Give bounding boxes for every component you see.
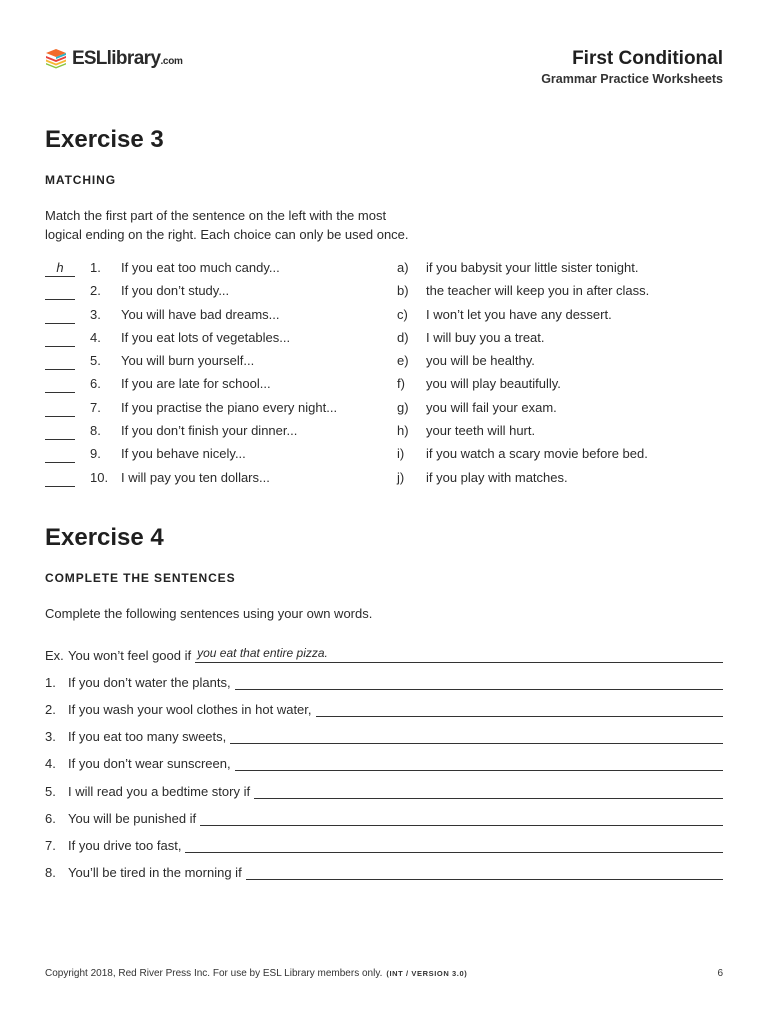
book-stack-icon <box>45 47 67 69</box>
ending-letter: d) <box>397 329 409 345</box>
sentence-item <box>45 801 723 828</box>
copyright-footer <box>45 967 467 981</box>
answer-blank[interactable] <box>45 307 75 324</box>
worksheet-subtitle: Grammar Practice Worksheets <box>541 72 723 86</box>
item-number: 9. <box>90 446 101 462</box>
sentence-prompt: You’ll be tired in the morning if <box>68 864 242 880</box>
item-number: 7. <box>45 837 56 853</box>
sentence-start: If you practise the piano every night... <box>121 399 338 415</box>
item-number: 10. <box>90 469 109 485</box>
exercise4-title: Exercise 4 <box>45 524 164 551</box>
sentence-item <box>45 828 723 855</box>
worksheet-title: First Conditional <box>572 48 723 69</box>
matching-row <box>45 281 685 304</box>
exercise3-subtitle: MATCHING <box>45 173 116 187</box>
item-number: 4. <box>90 329 101 345</box>
answer-line[interactable] <box>246 863 723 880</box>
item-number: 8. <box>45 864 56 880</box>
sentence-item <box>45 855 723 882</box>
item-number: 1. <box>90 260 101 275</box>
sentence-ending: I will buy you a treat. <box>426 329 545 345</box>
matching-row <box>45 468 685 491</box>
item-number: 2. <box>90 283 101 299</box>
sentence-start: You will burn yourself... <box>121 353 255 369</box>
exercise4-subtitle: COMPLETE THE SENTENCES <box>45 571 236 585</box>
exercise3-instructions: Match the first part of the sentence on the left with the most logical ending on the right. Each choice can only be used once. <box>45 208 409 242</box>
sentence-start: If you don’t study... <box>121 283 230 299</box>
ending-letter: h) <box>397 423 409 439</box>
example-sentence <box>45 638 723 665</box>
sentence-start: You will have bad dreams... <box>121 306 280 322</box>
item-number: 4. <box>45 756 56 772</box>
answer-blank[interactable] <box>45 423 75 440</box>
item-number: 6. <box>90 376 101 392</box>
sentence-item <box>45 746 723 773</box>
matching-row <box>45 398 685 421</box>
sentence-prompt: You will be punished if <box>68 810 197 826</box>
sentence-ending: your teeth will hurt. <box>426 423 536 439</box>
sentence-start: If you eat lots of vegetables... <box>121 329 291 345</box>
sentence-item <box>45 773 723 800</box>
sentence-prompt: If you drive too fast, <box>68 837 182 853</box>
sentence-start: I will pay you ten dollars... <box>121 469 270 485</box>
copyright-text: Copyright 2018, Red River Press Inc. For use by ESL Library members only. <box>45 968 383 979</box>
logo-wordmark: ESLlibrary.com <box>72 47 183 69</box>
matching-list <box>45 258 685 491</box>
sentence-item <box>45 719 723 746</box>
sentence-prompt: If you don’t water the plants, <box>68 675 231 691</box>
answer-line[interactable] <box>200 809 723 826</box>
matching-row <box>45 328 685 351</box>
sentence-start: If you don’t finish your dinner... <box>121 423 298 439</box>
item-number: 7. <box>90 399 101 415</box>
ending-letter: c) <box>397 306 408 322</box>
item-number: Ex. <box>45 648 64 664</box>
sentence-ending: if you babysit your little sister tonight. <box>426 260 639 275</box>
ending-letter: g) <box>397 399 409 415</box>
answer-blank[interactable] <box>45 283 75 300</box>
answer-line[interactable] <box>316 700 723 717</box>
sentence-start: If you are late for school... <box>121 376 271 392</box>
answer-blank[interactable] <box>45 353 75 370</box>
sentence-list <box>45 638 723 882</box>
item-number: 5. <box>45 783 56 799</box>
ending-letter: b) <box>397 283 409 299</box>
item-number: 1. <box>45 675 56 691</box>
matching-row <box>45 258 685 281</box>
version-label: (INT / VERSION 3.0) <box>386 969 468 978</box>
sentence-prompt: You won’t feel good if <box>68 648 192 664</box>
matching-row <box>45 444 685 467</box>
item-number: 5. <box>90 353 101 369</box>
worksheet-header <box>541 48 723 88</box>
answer-line[interactable]: you eat that entire pizza. <box>195 646 723 663</box>
sentence-ending: the teacher will keep you in after class. <box>426 283 650 299</box>
esl-library-logo <box>45 46 183 70</box>
sentence-ending: you will fail your exam. <box>426 399 557 415</box>
answer-blank[interactable] <box>45 470 75 487</box>
ending-letter: e) <box>397 353 409 369</box>
item-number: 3. <box>90 306 101 322</box>
answer-blank[interactable] <box>45 400 75 417</box>
answer-blank[interactable]: h <box>45 260 75 277</box>
ending-letter: f) <box>397 376 405 392</box>
sentence-prompt: If you wash your wool clothes in hot water, <box>68 702 312 718</box>
sentence-prompt: If you eat too many sweets, <box>68 729 227 745</box>
matching-row <box>45 305 685 328</box>
item-number: 2. <box>45 702 56 718</box>
answer-line[interactable] <box>254 782 723 799</box>
matching-row <box>45 374 685 397</box>
answer-line[interactable] <box>185 836 723 853</box>
page-number: 6 <box>717 968 723 979</box>
answer-line[interactable] <box>230 727 723 744</box>
exercise3-title: Exercise 3 <box>45 126 164 153</box>
sentence-prompt: If you don’t wear sunscreen, <box>68 756 231 772</box>
answer-line[interactable] <box>235 673 723 690</box>
sentence-prompt: I will read you a bedtime story if <box>68 783 251 799</box>
answer-line[interactable] <box>235 754 723 771</box>
item-number: 3. <box>45 729 56 745</box>
item-number: 8. <box>90 423 101 439</box>
ending-letter: j) <box>397 469 405 485</box>
ending-letter: a) <box>397 260 409 275</box>
item-number: 6. <box>45 810 56 826</box>
sentence-ending: I won’t let you have any dessert. <box>426 306 612 322</box>
sentence-start: If you behave nicely... <box>121 446 246 462</box>
sentence-ending: you will be healthy. <box>426 353 535 369</box>
sentence-ending: if you play with matches. <box>426 469 568 485</box>
sentence-ending: you will play beautifully. <box>426 376 561 392</box>
sentence-item <box>45 692 723 719</box>
matching-row <box>45 421 685 444</box>
sentence-start: If you eat too much candy... <box>121 260 280 275</box>
sentence-item <box>45 665 723 692</box>
answer-blank[interactable] <box>45 330 75 347</box>
answer-blank[interactable] <box>45 446 75 463</box>
exercise4-instructions: Complete the following sentences using your own words. <box>45 606 373 621</box>
sentence-ending: if you watch a scary movie before bed. <box>426 446 648 462</box>
ending-letter: i) <box>397 446 405 462</box>
answer-blank[interactable] <box>45 376 75 393</box>
matching-row <box>45 351 685 374</box>
